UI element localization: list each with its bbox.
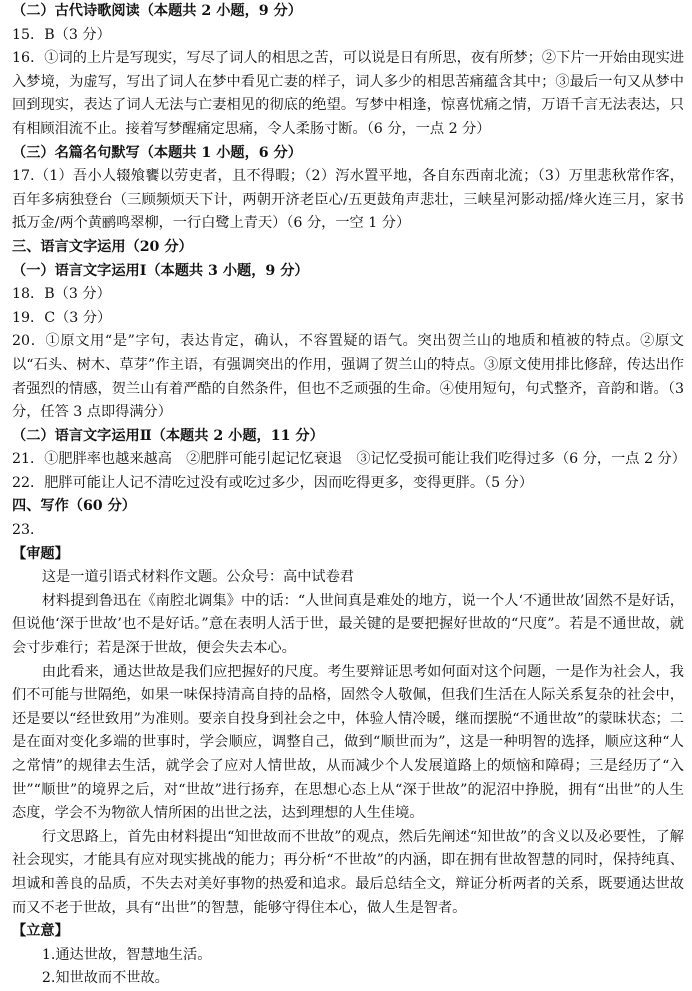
answer-21: 21．①肥胖率也越来越高 ②肥胖可能引起记忆衰退 ③记忆受损可能让我们吃得过多（6 分，一点 2 分）	[12, 451, 686, 468]
answer-23: 23．	[12, 522, 45, 539]
section-heading: （三）名篇名句默写（本题共 1 小题，6 分）	[12, 144, 302, 161]
list-item: 2.知世故而不世故。	[41, 970, 169, 987]
paragraph: 行文思路上，首先由材料提出“知世故而不世故”的观点，然后先阐述“知世故”的含义以及必要性，了解社会现实，才能具有应对现实挑战的能力；再分析“不世故”的内涵，即在拥有世故智慧的同时，保持纯真、坦诚和善良的品质，不失去对美好事物的热爱和追求。最后总结全文，辩证分析两者的关系，既要通达世故而又不老于世故，具有“出世”的智慧，能够守得住本心，做人生是智者。	[12, 828, 684, 916]
section-heading: （一）语言文字运用Ⅰ（本题共 3 小题，9 分）	[12, 262, 309, 279]
list-item: 1.通达世故，智慧地生活。	[41, 946, 212, 963]
section-heading: （二）语言文字运用Ⅱ（本题共 2 小题，11 分）	[12, 427, 324, 444]
answer-22: 22．肥胖可能让人记不清吃过没有或吃过多少，因而吃得更多，变得更胖。（5 分）	[12, 474, 534, 491]
answer-18: 18．B（3 分）	[12, 286, 111, 303]
answer-20: 20．①原文用“是”字句，表达肯定，确认，不容置疑的语气。突出贺兰山的地质和植被的特点。②原文以“石头、树木、草芽”作主语，有强调突出的作用，强调了贺兰山的特点。③原文使用排比修辞，传达出作者强烈的情感，贺兰山有着严酷的自然条件，但也不乏顽强的生命。④使用短句，句式整齐，音韵和谐。（3 分，任答 3 点即得满分）	[12, 333, 684, 421]
answer-19: 19．C（3 分）	[12, 309, 112, 326]
section-heading: （二）古代诗歌阅读（本题共 2 小题，9 分）	[12, 3, 302, 19]
answer-16: 16．①词的上片是写现实，写尽了词人的相思之苦，可以说是日有所思，夜有所梦；②下片一开始由现实进入梦境，为虚写，写出了词人在梦中看见亡妻的样子，词人多少的相思苦痛蕴含其中；③最后一句又从梦中回到现实，表达了词人无法与亡妻相见的彻底的绝望。写梦中相逢，惊喜忧痛之情，万语千言无法表达，只有相顾泪流不止。接着写梦醒痛定思痛，令人柔肠寸断。（6 分，一点 2 分）	[12, 50, 684, 137]
answer-15: 15．B（3 分）	[12, 26, 111, 43]
paragraph: 由此看来，通达世故是我们应把握好的尺度。考生要辩证思考如何面对这个问题，一是作为社会人，我们不可能与世隔绝，如果一味保持清高自持的品格，固然令人敬佩，但我们生活在人际关系复杂的社会中，还是要以“经世致用”为准则。要亲自投身到社会之中，体验人情冷暖，继而摆脱“不通世故”的蒙昧状态；二是在面对变化多端的世事时，学会顺应，调整自己，做到“顺世而为”，这是一种明智的选择，顺应这种“人之常情”的规律去生活，就学会了应对人情世故，从而减少个人发展道路上的烦恼和障碍；三是经历了“入世”“顺世”的境界之后，对“世故”进行扬弃，在思想心态上从“深于世故”的泥沼中挣脱，拥有“出世”的人生态度，学会不为物欲人情所困的出世之法，达到理想的人生佳境。	[12, 663, 684, 822]
part-heading: 四、写作（60 分）	[12, 498, 136, 515]
part-heading: 三、语言文字运用（20 分）	[12, 238, 193, 255]
subsection-label: 【审题】	[12, 545, 69, 562]
paragraph: 这是一道引语式材料作文题。公众号：高中试卷君	[41, 569, 354, 586]
paragraph: 材料提到鲁迅在《南腔北调集》中的话：“人世间真是难处的地方，说一个人‘不通世故’固然不是好话，但说他‘深于世故’也不是好话。”意在表明人活于世，最关键的是要把握好世故的“尺度”。若是不通世故，就会寸步难行；若是深于世故，便会失去本心。	[12, 592, 684, 657]
subsection-label: 【立意】	[12, 923, 69, 940]
answer-17: 17.（1）吾小人辍飧饔以劳吏者，且不得暇；（2）泻水置平地，各自东西南北流；（3）万里悲秋常作客，百年多病独登台（三顾频烦天下计，两朝开济老臣心/五更鼓角声悲壮，三峡星河影动摇/烽火连三月，家书抵万金/两个黄鹂鸣翠柳，一行白鹭上青天）（6 分，一空 1 分）	[12, 168, 684, 232]
